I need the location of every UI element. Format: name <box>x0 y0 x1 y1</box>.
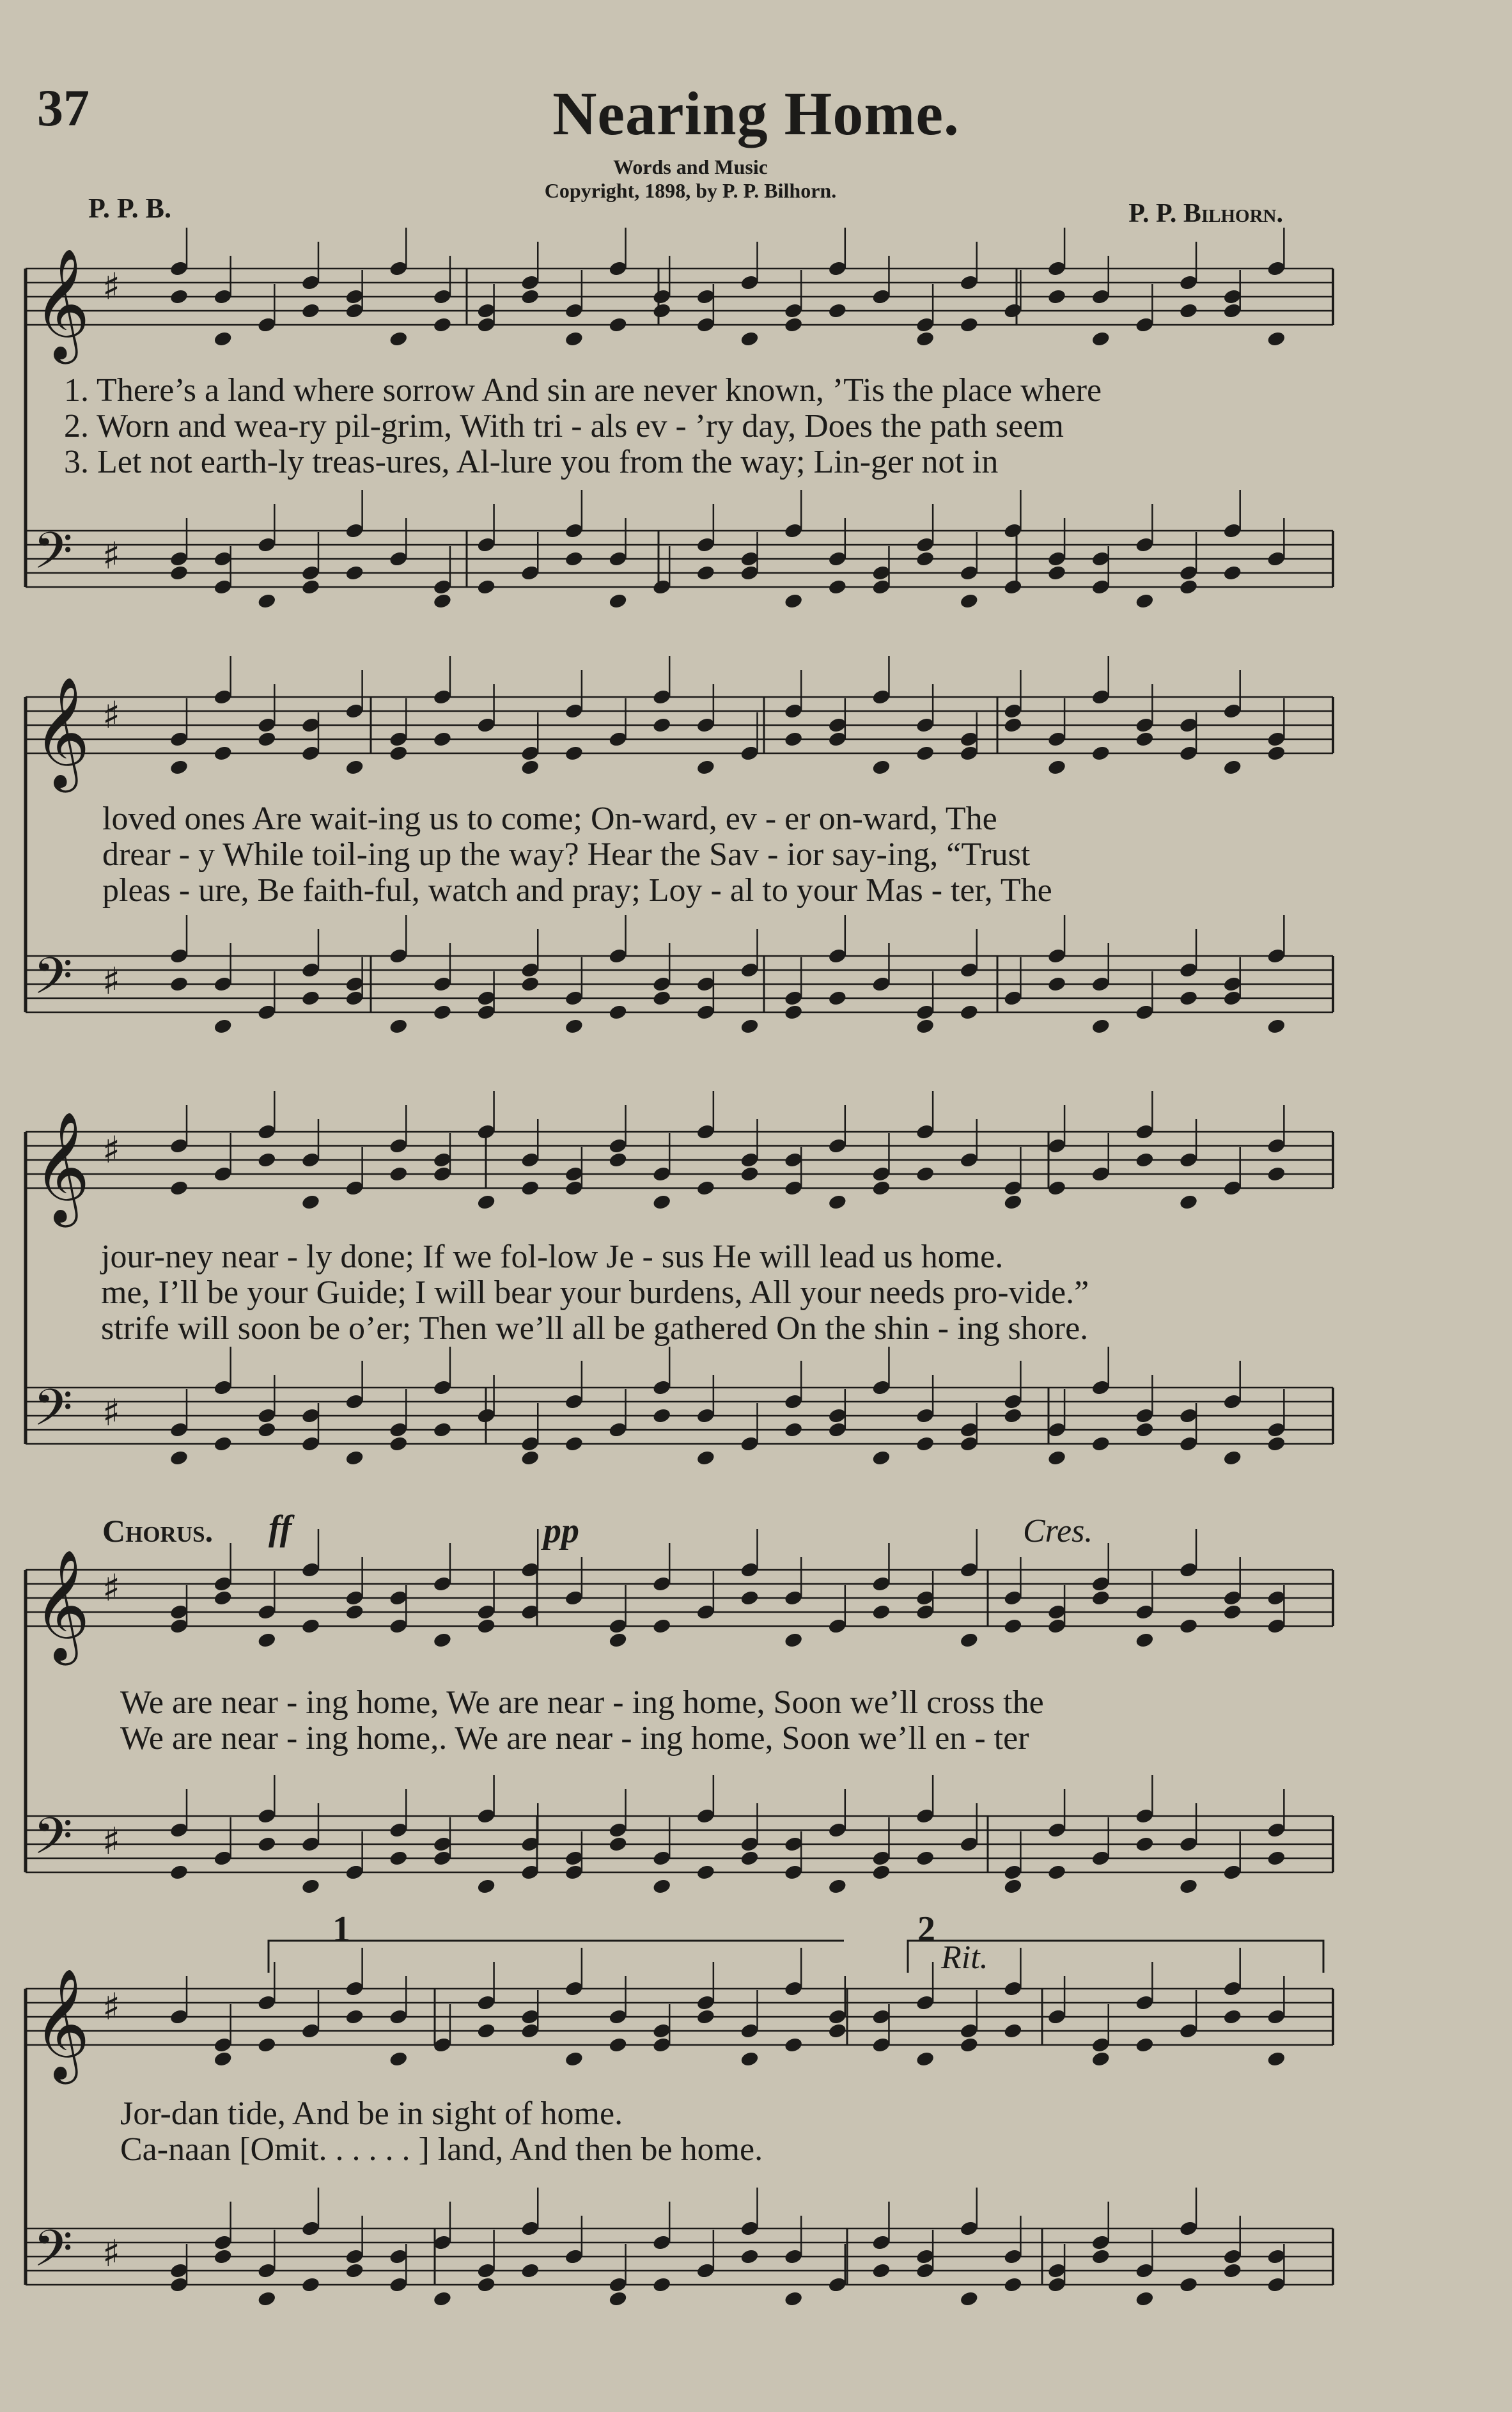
note-head <box>389 745 409 762</box>
note-head <box>257 1836 277 1853</box>
note-head <box>1091 1018 1111 1035</box>
note-head <box>564 745 584 762</box>
note-head <box>784 2037 804 2054</box>
note-head <box>389 1436 409 1453</box>
note-head <box>916 551 935 568</box>
note-head <box>608 593 628 610</box>
note-head <box>300 302 320 320</box>
note-head <box>959 593 979 610</box>
treble-clef-icon: 𝄞 <box>33 1111 90 1223</box>
ritardando-mark: Rit. <box>941 1939 988 1976</box>
note-head <box>652 2276 672 2294</box>
note-head <box>1135 2037 1155 2054</box>
note-head <box>169 1180 189 1197</box>
bass-clef-icon: 𝄢 <box>33 1378 73 1450</box>
note-head <box>1003 717 1023 734</box>
note-head <box>213 745 233 762</box>
note-head <box>257 1632 277 1649</box>
bass-clef-icon: 𝄢 <box>33 521 73 593</box>
note-head <box>871 1864 891 1881</box>
note-head <box>1003 579 1023 596</box>
note-head <box>476 579 496 596</box>
lyric-s1-verse2: 2. Worn and wea-ry pil-grim, With tri - als ev - ’ry day, Does the path seem <box>64 408 1064 444</box>
note-head <box>1047 565 1067 582</box>
note-head <box>959 317 979 334</box>
note-head <box>1222 565 1242 582</box>
note-head <box>608 1152 628 1169</box>
note-head <box>1222 2009 1242 2026</box>
note-head <box>740 2248 760 2266</box>
note-head <box>652 1878 672 1895</box>
note-head <box>1091 2248 1111 2266</box>
note-head <box>916 331 935 348</box>
note-head <box>300 990 320 1007</box>
note-head <box>213 331 233 348</box>
note-head <box>1047 1180 1067 1197</box>
note-head <box>959 1004 979 1021</box>
note-head <box>652 302 672 320</box>
note-head <box>476 1878 496 1895</box>
note-head <box>169 1450 189 1467</box>
note-head <box>213 1590 233 1607</box>
treble-clef-icon: 𝄞 <box>33 677 90 788</box>
lyric-s2-verse1: loved ones Are wait-ing us to come; On-ward, ev - er on-ward, The <box>102 801 997 837</box>
lyric-s5-line1: Jor-dan tide, And be in sight of home. <box>120 2095 623 2132</box>
note-head <box>1047 759 1067 776</box>
note-head <box>476 2023 496 2040</box>
note-head <box>432 593 452 610</box>
lyric-s2-verse2: drear - y While toil-ing up the way? Hear the Sav - ior say-ing, “Trust <box>102 836 1031 873</box>
note-head <box>1179 1194 1199 1211</box>
treble-clef-icon: 𝄞 <box>33 1968 90 2079</box>
note-head <box>1266 1018 1286 1035</box>
note-head <box>169 565 189 582</box>
note-head <box>300 1878 320 1895</box>
note-head <box>1222 2262 1242 2280</box>
note-head <box>1091 745 1111 762</box>
note-head <box>1266 1850 1286 1867</box>
note-head <box>345 759 364 776</box>
bass-clef-icon: 𝄢 <box>33 1806 73 1878</box>
note-head <box>916 1436 935 1453</box>
note-head <box>916 1850 935 1867</box>
note-head <box>432 1632 452 1649</box>
note-head <box>1222 1604 1242 1621</box>
note-head <box>1266 331 1286 348</box>
lyric-s2-verse3: pleas - ure, Be faith-ful, watch and pray; Loy - al to your Mas - ter, The <box>102 872 1052 909</box>
note-head <box>1091 331 1111 348</box>
note-head <box>564 1018 584 1035</box>
note-head <box>476 2276 496 2294</box>
note-head <box>432 317 452 334</box>
lyric-s5-line2: Ca-naan [Omit. . . . . . ] land, And then be home. <box>120 2131 763 2168</box>
note-head <box>1179 2276 1199 2294</box>
note-head <box>916 1166 935 1183</box>
note-head <box>827 302 847 320</box>
note-head <box>169 976 189 993</box>
note-head <box>1003 2023 1023 2040</box>
note-head <box>827 579 847 596</box>
note-head <box>389 1018 409 1035</box>
credit-words-music: Words and Music <box>613 155 768 178</box>
note-head <box>916 745 935 762</box>
note-head <box>257 1152 277 1169</box>
sharp-icon: ♯ <box>102 265 121 308</box>
note-head <box>916 1018 935 1035</box>
sharp-icon: ♯ <box>102 1819 121 1863</box>
note-head <box>213 1436 233 1453</box>
lyric-s4-line1: We are near - ing home, We are near - ing home, Soon we’ll cross the <box>120 1684 1044 1721</box>
note-head <box>608 2037 628 2054</box>
note-head <box>871 759 891 776</box>
note-head <box>827 1878 847 1895</box>
note-head <box>1266 1166 1286 1183</box>
dynamic-ff: ff <box>269 1508 292 1548</box>
note-head <box>740 1590 760 1607</box>
note-head <box>1135 1421 1155 1439</box>
note-head <box>432 2291 452 2308</box>
note-head <box>564 1436 584 1453</box>
note-head <box>1047 976 1067 993</box>
note-head <box>432 1421 452 1439</box>
note-head <box>784 593 804 610</box>
lyric-s3-verse1: jour-ney near - ly done; If we fol-low Je - sus He will lead us home. <box>101 1239 1004 1275</box>
note-head <box>1091 2051 1111 2068</box>
note-head <box>696 759 715 776</box>
note-head <box>1135 593 1155 610</box>
note-head <box>476 1618 496 1635</box>
sharp-icon: ♯ <box>102 534 121 577</box>
note-head <box>696 1180 715 1197</box>
note-head <box>300 1194 320 1211</box>
note-head <box>257 2037 277 2054</box>
note-head <box>169 1864 189 1881</box>
lyric-s3-verse3: strife will soon be o’er; Then we’ll all be gathered On the shin - ing shore. <box>101 1310 1089 1347</box>
page-number: 37 <box>37 79 90 137</box>
note-head <box>213 2051 233 2068</box>
dynamic-cres: Cres. <box>1023 1513 1093 1549</box>
note-head <box>476 1194 496 1211</box>
note-head <box>213 2248 233 2266</box>
note-head <box>1003 1194 1023 1211</box>
note-head <box>1003 1618 1023 1635</box>
note-head <box>871 1450 891 1467</box>
words-author: P. P. B. <box>88 192 172 224</box>
note-head <box>1047 1450 1067 1467</box>
note-head <box>1047 1864 1067 1881</box>
sharp-icon: ♯ <box>102 1985 121 2028</box>
second-ending-number: 2 <box>917 1909 935 1949</box>
note-head <box>1003 2276 1023 2294</box>
bass-clef-icon: 𝄢 <box>33 946 73 1018</box>
note-head <box>432 1004 452 1021</box>
note-head <box>389 331 409 348</box>
note-head <box>169 288 189 306</box>
note-head <box>784 731 804 748</box>
note-head <box>652 1407 672 1425</box>
note-head <box>827 2023 847 2040</box>
note-head <box>520 1450 540 1467</box>
note-head <box>1135 2291 1155 2308</box>
note-head <box>871 1604 891 1621</box>
note-head <box>740 1166 760 1183</box>
note-head <box>608 2291 628 2308</box>
lyric-s1-verse1: 1. There’s a land where sorrow And sin are never known, ’Tis the place where <box>64 372 1102 409</box>
note-head <box>740 2051 760 2068</box>
note-head <box>1266 745 1286 762</box>
note-head <box>827 990 847 1007</box>
note-head <box>652 990 672 1007</box>
sharp-icon: ♯ <box>102 1128 121 1171</box>
note-head <box>652 717 672 734</box>
note-head <box>345 1450 364 1467</box>
sharp-icon: ♯ <box>102 1391 121 1434</box>
note-head <box>564 2051 584 2068</box>
dynamic-pp: pp <box>543 1511 579 1551</box>
note-head <box>257 2291 277 2308</box>
note-head <box>1222 1450 1242 1467</box>
note-head <box>784 317 804 334</box>
note-head <box>608 1632 628 1649</box>
lyric-s4-line2: We are near - ing home,. We are near - ing home, Soon we’ll en - ter <box>120 1720 1029 1757</box>
note-head <box>564 551 584 568</box>
note-head <box>696 2009 715 2026</box>
note-head <box>1179 1878 1199 1895</box>
note-head <box>520 288 540 306</box>
note-head <box>1003 1878 1023 1895</box>
note-head <box>520 759 540 776</box>
note-head <box>169 759 189 776</box>
note-head <box>1091 1436 1111 1453</box>
note-head <box>916 2051 935 2068</box>
bass-clef-icon: 𝄢 <box>33 2219 73 2291</box>
note-head <box>1135 1836 1155 1853</box>
note-head <box>389 1166 409 1183</box>
treble-clef-icon: 𝄞 <box>33 1549 90 1661</box>
note-head <box>784 2291 804 2308</box>
note-head <box>564 331 584 348</box>
sharp-icon: ♯ <box>102 1566 121 1609</box>
note-head <box>1266 2051 1286 2068</box>
note-head <box>300 579 320 596</box>
note-head <box>300 2276 320 2294</box>
note-head <box>696 565 715 582</box>
note-head <box>959 2291 979 2308</box>
note-head <box>871 1180 891 1197</box>
note-head <box>1266 1436 1286 1453</box>
copyright-line: Copyright, 1898, by P. P. Bilhorn. <box>544 179 837 202</box>
sharp-icon: ♯ <box>102 693 121 737</box>
note-head <box>959 1632 979 1649</box>
note-head <box>784 1421 804 1439</box>
note-head <box>608 1836 628 1853</box>
note-head <box>432 731 452 748</box>
note-head <box>608 317 628 334</box>
note-head <box>389 1850 409 1867</box>
treble-clef-icon: 𝄞 <box>33 248 90 359</box>
note-head <box>740 1850 760 1867</box>
note-head <box>389 2051 409 2068</box>
note-head <box>871 2262 891 2280</box>
note-head <box>520 1180 540 1197</box>
note-head <box>520 2262 540 2280</box>
note-head <box>784 1004 804 1021</box>
lyric-s3-verse2: me, I’ll be your Guide; I will bear your burdens, All your needs pro-vide.” <box>101 1274 1089 1311</box>
note-head <box>1047 288 1067 306</box>
note-head <box>1222 759 1242 776</box>
note-head <box>1179 990 1199 1007</box>
note-head <box>257 593 277 610</box>
hymn-title: Nearing Home. <box>552 79 960 148</box>
lyric-s1-verse3: 3. Let not earth-ly treas-ures, Al-lure you from the way; Lin-ger not in <box>64 444 999 480</box>
chorus-label: Chorus. <box>102 1513 214 1549</box>
note-head <box>1135 731 1155 748</box>
note-head <box>608 1004 628 1021</box>
note-head <box>652 1618 672 1635</box>
note-head <box>1179 302 1199 320</box>
note-head <box>257 1421 277 1439</box>
note-head <box>959 2037 979 2054</box>
note-head <box>345 2009 364 2026</box>
note-head <box>740 1018 760 1035</box>
note-head <box>696 1450 715 1467</box>
first-ending-number: 1 <box>332 1909 350 1949</box>
note-head <box>345 1604 364 1621</box>
note-head <box>696 1864 715 1881</box>
note-head <box>520 976 540 993</box>
note-head <box>257 731 277 748</box>
note-head <box>1179 1618 1199 1635</box>
first-ending-bracket <box>269 1941 844 1973</box>
note-head <box>784 1632 804 1649</box>
note-head <box>345 2262 364 2280</box>
note-head <box>345 565 364 582</box>
music-composer: P. P. Bilhorn. <box>1128 199 1283 228</box>
note-head <box>1135 1152 1155 1169</box>
note-head <box>213 1018 233 1035</box>
note-head <box>740 331 760 348</box>
note-head <box>1003 1407 1023 1425</box>
sharp-icon: ♯ <box>102 2232 121 2275</box>
note-head <box>1135 1632 1155 1649</box>
note-head <box>827 1194 847 1211</box>
note-head <box>1091 1590 1111 1607</box>
note-head <box>652 1194 672 1211</box>
note-head <box>300 1618 320 1635</box>
note-head <box>1179 579 1199 596</box>
sharp-icon: ♯ <box>102 959 121 1003</box>
